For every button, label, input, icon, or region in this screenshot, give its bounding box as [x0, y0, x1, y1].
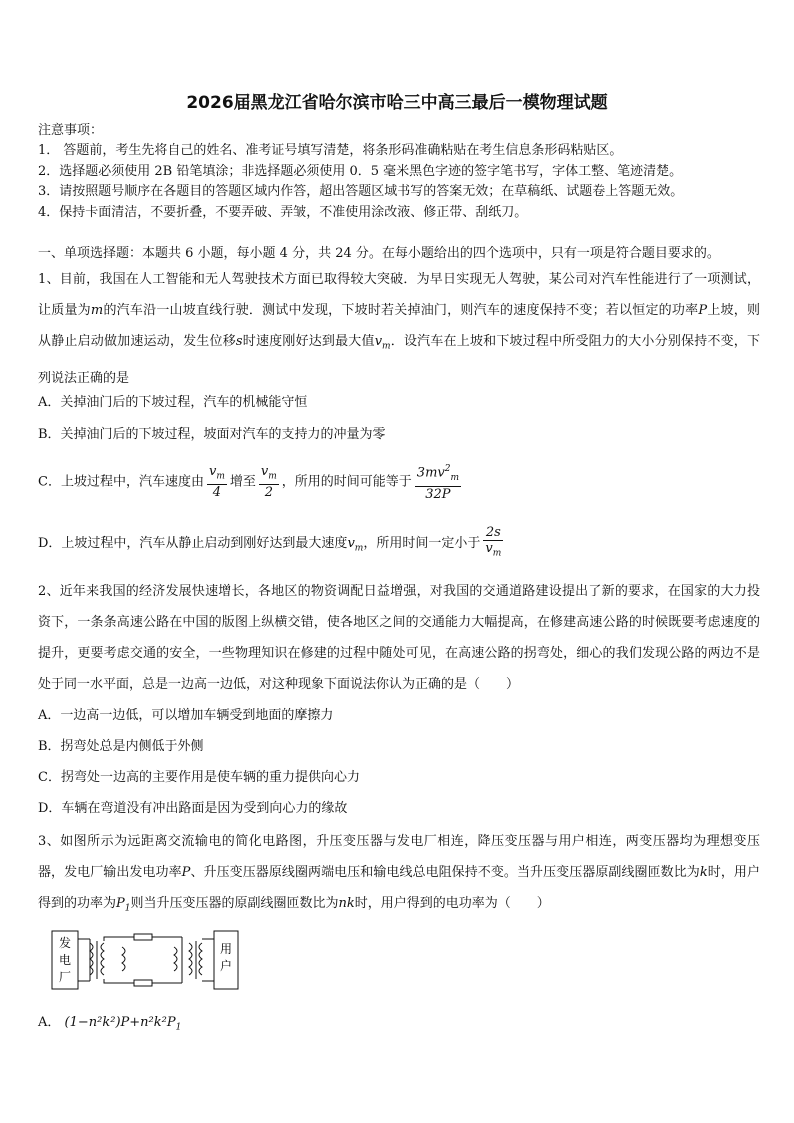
q3-stem-part: 3、如图所示为远距离交流输电的简化电路图，升压变压器与发电厂相连，降压变压器与用户相连，两变压器均为理想变压器，发电厂输出发电功率	[38, 834, 760, 880]
q1-option-a: A．关掉油门后的下坡过程，汽车的机械能守恒	[38, 395, 308, 410]
q3-var-p: P	[181, 865, 191, 880]
q1-stem-part: 时速度刚好达到最大值	[242, 334, 375, 349]
q1-var-p: P	[698, 303, 708, 318]
q2-option-b: B．拐弯处总是内侧低于外侧	[38, 739, 204, 754]
notice-item-1: 1． 答题前，考生先将自己的姓名、准考证号填写清楚，将条形码准确粘贴在考生信息条形码粘贴区。	[38, 143, 623, 158]
diagram-label-right-1: 用	[219, 942, 233, 956]
exam-title: 2026届黑龙江省哈尔滨市哈三中高三最后一模物理试题	[186, 93, 608, 113]
q1-option-d-text: ，所用时间一定小于	[363, 536, 481, 551]
q1-var-vm: $v_m$	[374, 334, 391, 352]
notice-heading: 注意事项：	[38, 123, 104, 138]
fraction: $\frac{v_m}{2}$	[260, 463, 277, 501]
q1-option-c	[38, 462, 758, 502]
q3-var-p1: $P_1$	[116, 896, 131, 914]
diagram-label-left-2: 电	[58, 953, 72, 967]
q1-option-c-text: 增至	[229, 474, 256, 490]
q2-option-d: D．车辆在弯道没有冲出路面是因为受到向心力的缘故	[38, 801, 348, 816]
question-2-stem: 2、近年来我国的经济发展快速增长，各地区的物资调配日益增强，对我国的交通道路建设提出了新的要求，在国家的大力投资下，一条条高速公路在中国的版图上纵横交错，使各地区之间的交通能力大幅提高，在修建高速公路的时候既要考虑速度的提升，更要考虑交通的安全，一些物理知识在修建的过程中随处可见，在高速公路的拐弯处，细心的我们发现公路的两边不是处于同一水平面，总是一边高一边低，对这种现象下面说法你认为正确的是（ ）	[38, 584, 760, 692]
transmission-circuit-diagram	[44, 925, 244, 995]
diagram-label-right-2: 户	[219, 959, 233, 973]
q3-stem-part: 则当升压变压器的原副线圈匝数比为	[130, 896, 339, 911]
q1-option-d-text: D．上坡过程中，汽车从静止启动到刚好达到最大速度	[38, 536, 348, 551]
notice-item-3: 3．请按照题号顺序在各题目的答题区域内作答，超出答题区域书写的答案无效；在草稿纸、试题卷上答题无效。	[38, 184, 684, 199]
q1-stem-part: 1、目前，我国在人工智能和无人驾驶技术方面已取得较大突破．为早日实现无人驾驶，某公司对汽车性能进行了一项测试，让质量为	[38, 272, 760, 318]
q3-stem-part: 时，用户得到的电功率为（ ）	[354, 896, 550, 911]
fraction: $\frac{2s}{v_m}$	[485, 525, 502, 559]
q3-option-a	[38, 1014, 758, 1037]
notice-item-2: 2．选择题必须使用 2B 铅笔填涂；非选择题必须使用 0．5 毫米黑色字迹的签字笔书写，字体工整、笔迹清楚。	[38, 164, 683, 179]
q1-var-s: s	[235, 334, 243, 349]
q1-stem-part: 上坡，则从静止启动做加速运动，发生位移	[38, 303, 760, 349]
q3-stem-part: 时，用户得到的功率为	[38, 865, 760, 911]
question-1-stem	[38, 264, 760, 394]
q1-option-c-text: ，所用的时间可能等于	[281, 474, 412, 490]
q3-var-nk: nk	[338, 896, 355, 911]
q1-var-m: m	[90, 303, 104, 318]
q1-option-d	[38, 522, 758, 571]
diagram-label-left-3: 厂	[58, 970, 72, 984]
q2-option-c: C．拐弯处一边高的主要作用是使车辆的重力提供向心力	[38, 770, 360, 785]
section-heading: 一、单项选择题：本题共 6 小题，每小题 4 分，共 24 分。在每小题给出的四个选项中，只有一项是符合题目要求的。	[38, 246, 720, 261]
q3-option-a-label: A．	[38, 1015, 61, 1030]
diagram-label-left-1: 发	[58, 936, 72, 950]
q1-stem-part: ．设汽车在上坡和下坡过程中所受阻力的大小分别保持不变，下列说法正确的是	[38, 334, 760, 386]
notice-item-4: 4．保持卡面清洁，不要折叠，不要弄破、弄皱，不准使用涂改液、修正带、刮纸刀。	[38, 205, 528, 220]
q2-option-a: A．一边高一边低，可以增加车辆受到地面的摩擦力	[38, 708, 334, 723]
q1-stem-part: 的汽车沿一山坡直线行驶．测试中发现，下坡时若关掉油门，则汽车的速度保持不变；若以恒定的功率	[103, 303, 699, 318]
q3-var-k: k	[699, 865, 708, 880]
question-3-stem	[38, 826, 760, 925]
q3-option-a-expression: $(1-n^2k^2)P+n^2k^2P_1$	[64, 1015, 182, 1033]
fraction: $\frac{3mv^2_m}{32P}$	[416, 464, 460, 502]
q1-option-b: B．关掉油门后的下坡过程，坡面对汽车的支持力的冲量为零	[38, 427, 386, 442]
q3-stem-part: 、升压变压器原线圈两端电压和输电线总电阻保持不变。当升压变压器原副线圈匝数比为	[190, 865, 700, 880]
q1-option-c-text: C．上坡过程中，汽车速度由	[38, 474, 204, 490]
q1-var-vm: $v_m$	[347, 536, 364, 554]
fraction: $\frac{v_m}{4}$	[208, 463, 225, 501]
